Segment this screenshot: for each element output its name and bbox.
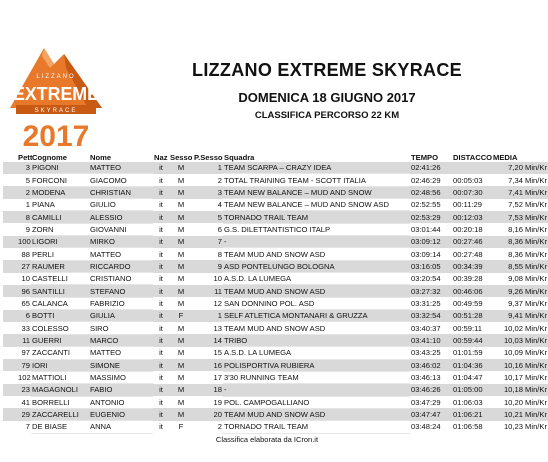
col-header-pos [3, 152, 17, 162]
cell-tempo: 02:48:56 [410, 186, 452, 198]
cell-sesso: F [169, 310, 193, 322]
cell-squadra: TRIBO [223, 334, 410, 346]
cell-tempo: 03:20:54 [410, 273, 452, 285]
cell-pos [3, 186, 17, 198]
logo-year: 2017 [22, 120, 90, 153]
cell-nome: MATTEO [89, 248, 153, 260]
cell-psesso: 12 [193, 297, 223, 309]
cell-pett: 102 [18, 373, 31, 383]
table-header-row [3, 152, 548, 162]
col-header-squadra: Squadra [224, 152, 255, 162]
footer-credit: Classifica elaborata da ICron.it [215, 435, 319, 444]
cell-psesso: 17 [193, 371, 223, 383]
cell-pett: 27 [17, 260, 31, 272]
table-row [3, 408, 548, 420]
cell-cognome: CALANCA [31, 297, 89, 309]
cell-sesso: M [169, 322, 193, 334]
cell-tempo: 03:46:02 [410, 359, 452, 371]
cell-distacco: 00:27:48 [452, 248, 492, 260]
cell-pos [3, 384, 17, 396]
cell-sesso: M [169, 408, 193, 420]
cell-pos [3, 297, 17, 309]
cell-media: 7,34 Min/Kr [492, 174, 548, 186]
cell-nome: STEFANO [89, 285, 153, 297]
cell-sesso: M [169, 248, 193, 260]
cell-pett: 6 [17, 310, 31, 322]
cell-distacco: 01:06:21 [452, 408, 492, 420]
col-header-media: MEDIA [493, 152, 518, 162]
cell-nome: MARCO [89, 334, 153, 346]
cell-sesso: M [169, 199, 193, 211]
cell-psesso: 15 [193, 347, 223, 359]
cell-tempo: 03:09:14 [410, 248, 452, 260]
cell-distacco: 01:06:03 [452, 396, 492, 408]
cell-distacco: 00:46:06 [452, 285, 492, 297]
cell-media: 10,16 Min/Kr [492, 359, 548, 371]
cell-cognome: MAGAGNOLI [31, 384, 89, 396]
cell-media: 7,53 Min/Kr [492, 211, 548, 223]
cell-sesso: M [169, 371, 193, 383]
cell-media: 9,41 Min/Kr [492, 310, 548, 322]
cell-pos [3, 359, 17, 371]
cell-tempo: 03:48:24 [410, 421, 452, 433]
table-row [3, 371, 548, 383]
cell-squadra: 3'30 RUNNING TEAM [223, 371, 410, 383]
cell-psesso: 16 [193, 359, 223, 371]
cell-media: 10,20 Min/Kr [492, 396, 548, 408]
cell-sesso: M [169, 347, 193, 359]
cell-cognome: GUERRI [31, 334, 89, 346]
cell-cognome: RAUMER [31, 260, 89, 272]
cell-naz: it [153, 260, 169, 272]
cell-squadra: - [223, 384, 410, 396]
cell-sesso: M [169, 334, 193, 346]
classification-subtitle: CLASSIFICA PERCORSO 22 KM [254, 110, 400, 121]
cell-distacco: 00:20:18 [452, 223, 492, 235]
cell-pett: 23 [17, 384, 31, 396]
cell-squadra: TEAM MUD AND SNOW ASD [223, 285, 410, 297]
cell-naz: it [153, 347, 169, 359]
cell-psesso: 6 [193, 223, 223, 235]
cell-tempo: 02:53:29 [410, 211, 452, 223]
cell-psesso: 18 [193, 384, 223, 396]
cell-nome: CRISTIANO [89, 273, 153, 285]
cell-psesso: 4 [193, 199, 223, 211]
cell-squadra: TEAM SCARPA – CRAZY IDEA [223, 162, 410, 174]
cell-squadra: TEAM MUD AND SNOW ASD [223, 322, 410, 334]
cell-squadra: POL. CAMPOGALLIANO [223, 396, 410, 408]
cell-cognome: CAMILLI [31, 211, 89, 223]
cell-distacco: 00:05:03 [452, 174, 492, 186]
cell-psesso: 1 [193, 162, 223, 174]
cell-media: 10,03 Min/Kr [492, 334, 548, 346]
cell-pos [3, 223, 17, 235]
cell-distacco: 00:12:03 [452, 211, 492, 223]
cell-squadra: TEAM NEW BALANCE – MUD AND SNOW [223, 186, 410, 198]
cell-squadra: A.S.D. LA LUMEGA [223, 347, 410, 359]
cell-cognome: BORRELLI [31, 396, 89, 408]
cell-psesso: 2 [193, 421, 223, 433]
cell-pett: 29 [17, 408, 31, 420]
cell-pos [3, 248, 17, 260]
cell-tempo: 02:52:55 [410, 199, 452, 211]
cell-distacco: 01:04:36 [452, 359, 492, 371]
cell-squadra: TORNADO TRAIL TEAM [223, 211, 410, 223]
results-body [3, 162, 548, 433]
cell-pett: 2 [17, 186, 31, 198]
cell-naz: it [153, 285, 169, 297]
cell-tempo: 03:40:37 [410, 322, 452, 334]
cell-sesso: M [169, 174, 193, 186]
cell-sesso: M [169, 223, 193, 235]
cell-distacco [452, 162, 492, 174]
cell-media: 9,37 Min/Kr [492, 297, 548, 309]
cell-squadra: TORNADO TRAIL TEAM [223, 421, 410, 433]
cell-distacco: 01:04:47 [452, 371, 492, 383]
cell-squadra: A.S.D. LA LUMEGA [223, 273, 410, 285]
cell-cognome: IORI [31, 359, 89, 371]
cell-pos [3, 285, 17, 297]
cell-cognome: FORCONI [31, 174, 89, 186]
cell-tempo: 03:43:25 [410, 347, 452, 359]
cell-psesso: 9 [193, 260, 223, 272]
cell-squadra: ASD PONTELUNGO BOLOGNA [223, 260, 410, 272]
cell-nome: GIULIO [89, 199, 153, 211]
table-row [3, 421, 548, 433]
cell-naz: it [153, 371, 169, 383]
cell-media: 10,17 Min/Kr [492, 371, 548, 383]
cell-nome: MIRKO [89, 236, 153, 248]
cell-pett: 7 [17, 421, 31, 433]
cell-naz: it [153, 396, 169, 408]
cell-nome: RICCARDO [89, 260, 153, 272]
table-row [3, 199, 548, 211]
cell-nome: FABIO [89, 384, 153, 396]
table-row [3, 322, 548, 334]
cell-nome: GIOVANNI [89, 223, 153, 235]
cell-pos [3, 174, 17, 186]
cell-distacco: 00:07:30 [452, 186, 492, 198]
cell-pett: 5 [17, 174, 31, 186]
cell-distacco: 00:34:39 [452, 260, 492, 272]
cell-distacco: 01:05:00 [452, 384, 492, 396]
table-row [3, 359, 548, 371]
cell-pos [3, 236, 17, 248]
cell-sesso: M [169, 186, 193, 198]
col-header-pett: Pett [18, 152, 33, 162]
cell-naz: it [153, 384, 169, 396]
cell-media: 7,52 Min/Kr [492, 199, 548, 211]
cell-naz: it [153, 236, 169, 248]
cell-cognome: CASTELLI [31, 273, 89, 285]
cell-tempo: 02:46:29 [410, 174, 452, 186]
cell-media: 9,26 Min/Kr [492, 285, 548, 297]
cell-psesso: 20 [193, 408, 223, 420]
cell-distacco: 00:39:28 [452, 273, 492, 285]
cell-cognome: PERLI [31, 248, 89, 260]
cell-naz: it [153, 174, 169, 186]
cell-distacco: 00:59:11 [452, 322, 492, 334]
cell-nome: FABRIZIO [89, 297, 153, 309]
col-header-psesso: P.Sesso [194, 152, 223, 162]
cell-cognome: PIANA [31, 199, 89, 211]
table-row [3, 223, 548, 235]
page-title: LIZZANO EXTREME SKYRACE [192, 60, 462, 80]
cell-pos [3, 273, 17, 285]
cell-media: 7,41 Min/Kr [492, 186, 548, 198]
cell-pos [3, 347, 17, 359]
cell-squadra: TOTAL TRAINING TEAM - SCOTT ITALIA [223, 174, 410, 186]
results-table [3, 152, 548, 434]
cell-psesso: 1 [193, 310, 223, 322]
cell-distacco: 00:51:28 [452, 310, 492, 322]
cell-tempo: 03:09:12 [410, 236, 452, 248]
cell-distacco: 01:06:58 [452, 421, 492, 433]
cell-psesso: 19 [193, 396, 223, 408]
table-row [3, 310, 548, 322]
table-row [3, 260, 548, 272]
cell-pos [3, 162, 17, 174]
cell-cognome: COLESSO [31, 322, 89, 334]
logo-main-text: EXTREME [13, 84, 99, 104]
cell-media: 10,18 Min/Kr [492, 384, 548, 396]
table-row [3, 285, 548, 297]
event-date: DOMENICA 18 GIUGNO 2017 [238, 90, 416, 105]
col-header-cognome: Cognome [32, 152, 68, 162]
cell-nome: GIULIA [89, 310, 153, 322]
cell-naz: it [153, 297, 169, 309]
cell-nome: MATTEO [89, 162, 153, 174]
table-row [3, 297, 548, 309]
cell-pos [3, 322, 17, 334]
cell-sesso: M [169, 359, 193, 371]
cell-naz: it [153, 408, 169, 420]
cell-pett: 3 [17, 162, 31, 174]
cell-cognome: MODENA [31, 186, 89, 198]
cell-sesso: M [169, 273, 193, 285]
cell-psesso: 2 [193, 174, 223, 186]
cell-psesso: 3 [193, 186, 223, 198]
cell-nome: ANNA [89, 421, 153, 433]
cell-naz: it [153, 322, 169, 334]
cell-media: 10,02 Min/Kr [492, 322, 548, 334]
cell-nome: SIMONE [89, 359, 153, 371]
table-row [3, 347, 548, 359]
cell-pos [3, 260, 17, 272]
table-row [3, 396, 548, 408]
cell-sesso: M [169, 162, 193, 174]
cell-pett: 41 [17, 396, 31, 408]
cell-naz: it [153, 211, 169, 223]
cell-psesso: 7 [193, 236, 223, 248]
cell-distacco: 00:59:44 [452, 334, 492, 346]
cell-cognome: ZACCANTI [31, 347, 89, 359]
logo-sub-text: SKYRACE [34, 108, 78, 114]
cell-media: 8,36 Min/Kr [492, 236, 548, 248]
cell-nome: MATTEO [89, 347, 153, 359]
cell-squadra: TEAM MUD AND SNOW ASD [223, 408, 410, 420]
cell-pett: 65 [17, 297, 31, 309]
cell-psesso: 11 [193, 285, 223, 297]
cell-squadra: TEAM MUD AND SNOW ASD [223, 248, 410, 260]
cell-psesso: 14 [193, 334, 223, 346]
table-row [3, 162, 548, 174]
cell-media: 8,55 Min/Kr [492, 260, 548, 272]
table-row [3, 384, 548, 396]
cell-psesso: 5 [193, 211, 223, 223]
cell-tempo: 03:46:13 [410, 371, 452, 383]
cell-psesso: 10 [193, 273, 223, 285]
table-row [3, 186, 548, 198]
cell-media: 7,20 Min/Kr [492, 162, 548, 174]
cell-psesso: 8 [193, 248, 223, 260]
cell-tempo: 03:47:47 [410, 408, 452, 420]
cell-pett: 96 [17, 285, 31, 297]
cell-pett: 8 [17, 211, 31, 223]
cell-naz: it [153, 310, 169, 322]
cell-pos [3, 199, 17, 211]
cell-cognome: DE BIASE [31, 421, 89, 433]
cell-sesso: M [169, 297, 193, 309]
cell-pos [3, 371, 17, 383]
cell-naz: it [153, 334, 169, 346]
cell-nome: SIRO [89, 322, 153, 334]
cell-distacco: 01:01:59 [452, 347, 492, 359]
cell-naz: it [153, 186, 169, 198]
cell-tempo: 03:31:25 [410, 297, 452, 309]
table-row [3, 273, 548, 285]
col-header-nome: Nome [90, 152, 112, 162]
cell-cognome: MATTIOLI [31, 371, 89, 383]
cell-media: 8,16 Min/Kr [492, 223, 548, 235]
cell-naz: it [153, 199, 169, 211]
cell-tempo: 03:41:10 [410, 334, 452, 346]
cell-naz: it [153, 162, 169, 174]
cell-tempo: 03:16:05 [410, 260, 452, 272]
event-logo [6, 42, 106, 154]
cell-sesso: M [169, 236, 193, 248]
cell-pett: 1 [17, 199, 31, 211]
cell-squadra: - [223, 236, 410, 248]
cell-distacco: 00:49:59 [452, 297, 492, 309]
cell-pett: 33 [17, 322, 31, 334]
cell-tempo: 03:27:32 [410, 285, 452, 297]
cell-squadra: SAN DONNINO POL. ASD [223, 297, 410, 309]
cell-distacco: 00:11:29 [452, 199, 492, 211]
cell-pos [3, 421, 17, 433]
cell-tempo: 03:01:44 [410, 223, 452, 235]
cell-cognome: ZORN [31, 223, 89, 235]
cell-pett: 79 [17, 359, 31, 371]
cell-squadra: TEAM NEW BALANCE – MUD AND SNOW ASD [223, 199, 410, 211]
cell-psesso: 13 [193, 322, 223, 334]
cell-naz: it [153, 273, 169, 285]
cell-pett: 11 [17, 334, 31, 346]
cell-cognome: SANTILLI [31, 285, 89, 297]
cell-naz: it [153, 421, 169, 433]
cell-tempo: 03:46:26 [410, 384, 452, 396]
table-row [3, 236, 548, 248]
cell-distacco: 00:27:46 [452, 236, 492, 248]
cell-sesso: M [169, 260, 193, 272]
cell-squadra: G.S. DILETTANTISTICO ITALP [223, 223, 410, 235]
cell-nome: EUGENIO [89, 408, 153, 420]
cell-pos [3, 211, 17, 223]
cell-tempo: 02:41:26 [410, 162, 452, 174]
table-row [3, 174, 548, 186]
cell-naz: it [153, 248, 169, 260]
table-row [3, 211, 548, 223]
col-header-naz: Naz [154, 152, 168, 162]
table-row [3, 334, 548, 346]
cell-pett: 100 [18, 237, 31, 247]
cell-cognome: BOTTI [31, 310, 89, 322]
cell-cognome: ZACCARELLI [31, 408, 89, 420]
cell-cognome: LIGORI [31, 236, 89, 248]
cell-media: 8,36 Min/Kr [492, 248, 548, 260]
cell-nome: GIACOMO [89, 174, 153, 186]
cell-pett: 10 [17, 273, 31, 285]
cell-media: 9,08 Min/Kr [492, 273, 548, 285]
cell-pos [3, 408, 17, 420]
cell-pos [3, 396, 17, 408]
col-header-sesso: Sesso [170, 152, 193, 162]
logo-top-text: LIZZANO [36, 74, 76, 80]
cell-pett: 97 [17, 347, 31, 359]
col-header-tempo: TEMPO [411, 152, 439, 162]
cell-sesso: M [169, 384, 193, 396]
cell-sesso: M [169, 396, 193, 408]
cell-pos [3, 310, 17, 322]
cell-media: 10,21 Min/Kr [492, 408, 548, 420]
cell-naz: it [153, 359, 169, 371]
cell-squadra: POLISPORTIVA RUBIERA [223, 359, 410, 371]
cell-squadra: SELF ATLETICA MONTANARI & GRUZZA [223, 310, 410, 322]
cell-nome: MASSIMO [89, 371, 153, 383]
cell-sesso: M [169, 285, 193, 297]
cell-media: 10,23 Min/Kr [492, 421, 548, 433]
cell-cognome: PIGONI [31, 162, 89, 174]
table-row [3, 248, 548, 260]
cell-naz: it [153, 223, 169, 235]
cell-nome: ALESSIO [89, 211, 153, 223]
cell-sesso: F [169, 421, 193, 433]
cell-nome: ANTONIO [89, 396, 153, 408]
cell-tempo: 03:47:29 [410, 396, 452, 408]
cell-pett: 88 [17, 248, 31, 260]
cell-pos [3, 334, 17, 346]
cell-tempo: 03:32:54 [410, 310, 452, 322]
cell-media: 10,09 Min/Kr [492, 347, 548, 359]
cell-pett: 9 [17, 223, 31, 235]
cell-nome: CHRISTIAN [89, 186, 153, 198]
col-header-distacco: DISTACCO [453, 152, 493, 162]
cell-sesso: M [169, 211, 193, 223]
